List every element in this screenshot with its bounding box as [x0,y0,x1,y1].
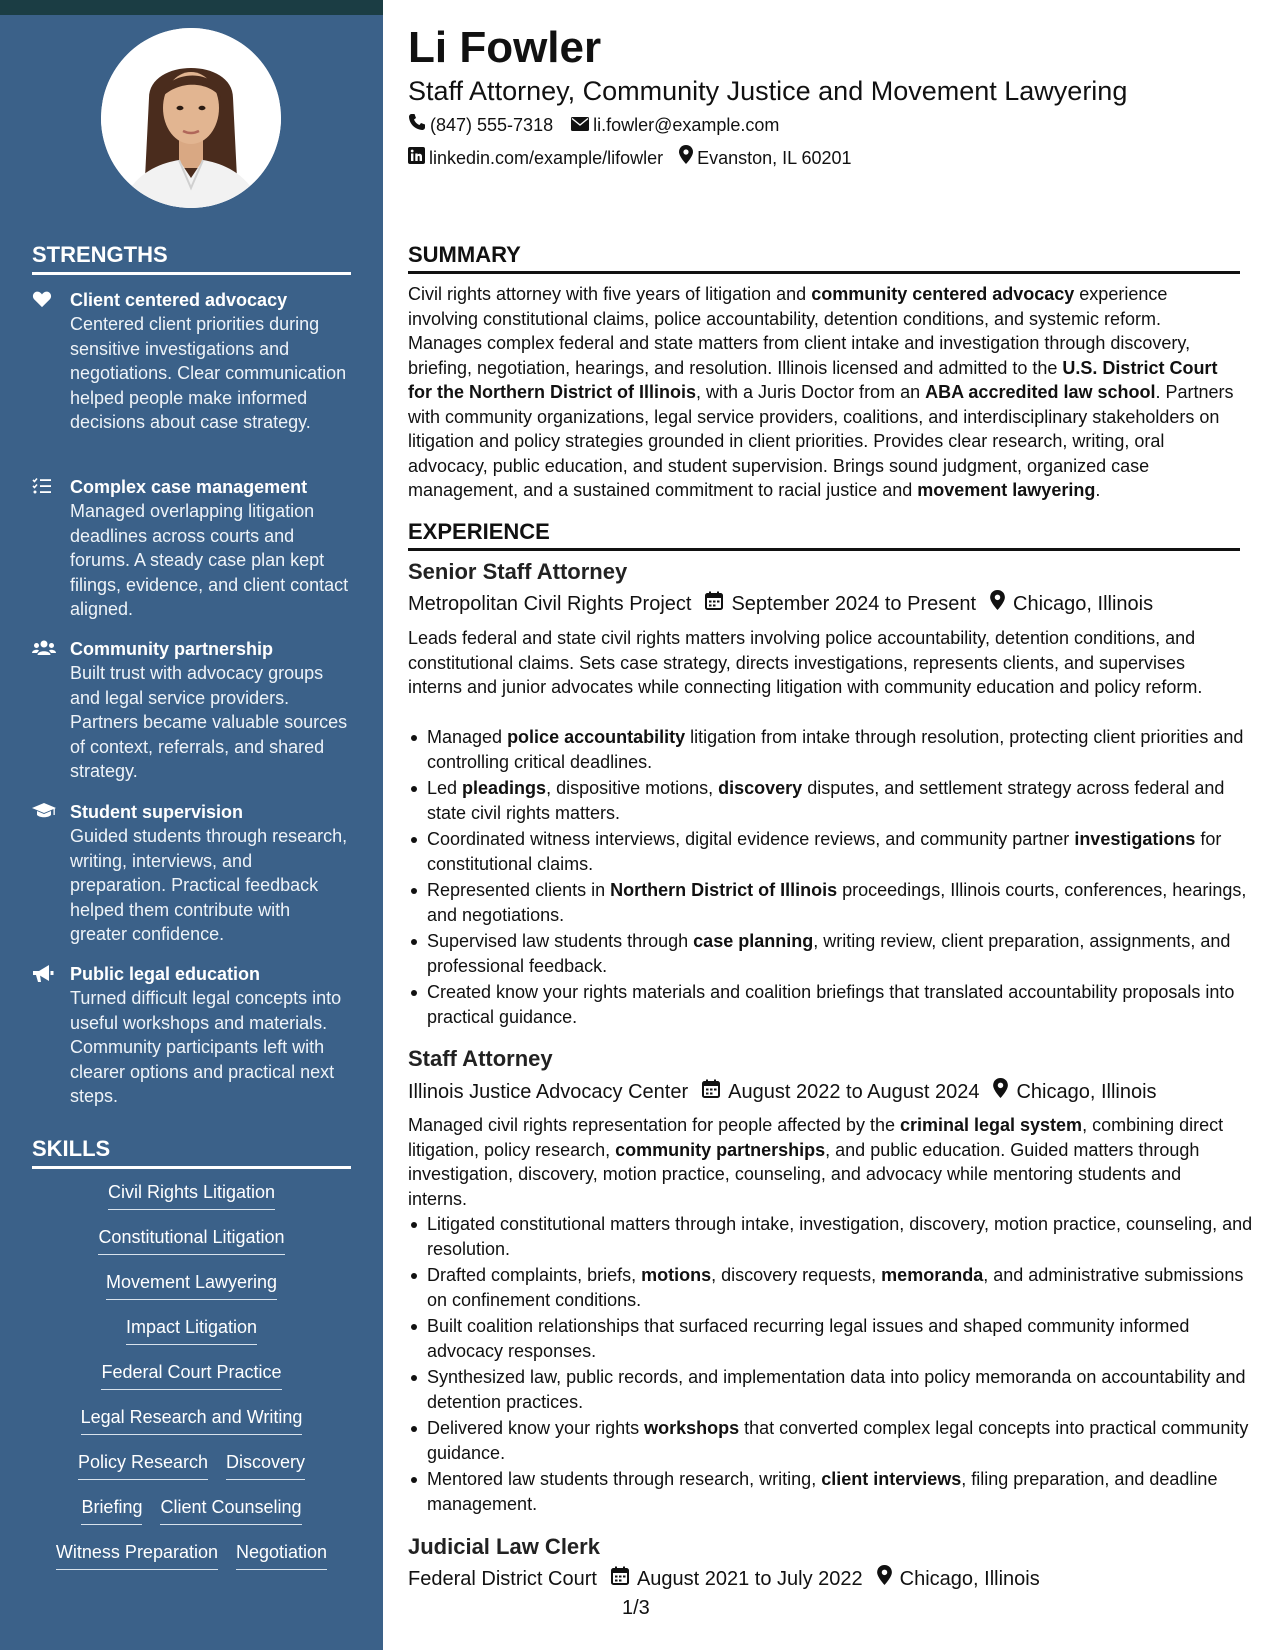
summary-text: Civil rights attorney with five years of litigation and community centered advocacy experience involving constitutional claims, police accountability, detention conditions, and systemic reform. Manages complex federal and state matters from client intake and investigation through discovery, briefing, negotiation, hearings, and resolution. Illinois licensed and admitted to the U.S. District Court for the Northern District of Illinois, with a Juris Doctor from an ABA accredited law school. Partners with community organizations, legal service providers, coalitions, and interdisciplinary stakeholders on litigation and policy strategies grounded in client priorities. Provides clear research, writing, oral advocacy, public education, and student supervision. Brings sound judgment, organized case management, and a sustained commitment to racial justice and movement lawyering. [408,284,1234,500]
job-dates: August 2021 to July 2022 [636,1567,863,1590]
skill-tag: Discovery [226,1450,305,1480]
experience-heading: EXPERIENCE [408,519,1240,551]
job-meta [408,1565,1040,1592]
job-bullets [408,1212,1259,1518]
list-item: Led pleadings, dispositive motions, discovery disputes, and settlement strategy across federal and state civil rights matters. [427,776,1259,825]
graduation-cap-icon [32,802,56,822]
phone-number[interactable]: (847) 555-7318 [430,115,554,135]
calendar-icon [705,591,731,617]
job-meta [408,1078,1157,1105]
skill-tag: Briefing [81,1495,142,1525]
strength-description: Managed overlapping litigation deadlines across courts and forums. A steady case plan kept filings, evidence, and client contact aligned. [70,501,349,619]
job-organization: Illinois Justice Advocacy Center [408,1080,689,1103]
skill-tag: Legal Research and Writing [81,1405,303,1435]
strength-item [32,800,352,947]
job-description: Managed civil rights representation for people affected by the criminal legal system, combining direct litigation, policy research, community partnerships, and public education. Guided matters through investigation, discovery, motion practice, counseling, and advocacy while mentoring students and interns. [408,1115,1224,1209]
skill-tag: Policy Research [78,1450,208,1480]
job-description: Leads federal and state civil rights matters involving police accountability, detention conditions, and constitutional claims. Sets case strategy, directs investigations, represents clients, and supervises interns and junior advocates while connecting litigation with community education and policy reform. [408,628,1203,697]
list-item: Coordinated witness interviews, digital evidence reviews, and community partner investigations for constitutional claims. [427,827,1259,876]
location-icon [877,1565,900,1592]
job-meta [408,590,1153,617]
strength-description: Built trust with advocacy groups and legal service providers. Partners became valuable sources of context, referrals, and shared strategy. [70,663,348,781]
job-title: Judicial Law Clerk [408,1534,600,1559]
candidate-name: Li Fowler [408,23,602,72]
linkedin-url[interactable]: linkedin.com/example/lifowler [429,147,664,168]
strength-title: Student supervision [70,802,244,822]
email-icon [571,113,593,137]
location-icon [990,590,1013,617]
page-number: 1/3 [622,1597,650,1619]
heart-icon [32,290,56,310]
calendar-icon [702,1079,728,1105]
strength-item [32,475,352,622]
skill-tag: Negotiation [236,1540,327,1570]
job-dates: September 2024 to Present [731,592,977,615]
strengths-heading: STRENGTHS [32,242,351,275]
megaphone-icon [32,964,56,984]
list-item: Synthesized law, public records, and implementation data into policy memoranda on accountability and detention practices. [427,1365,1259,1414]
skill-tag: Impact Litigation [126,1315,257,1345]
skill-tag: Client Counseling [160,1495,301,1525]
job-title: Senior Staff Attorney [408,559,628,584]
job-organization: Federal District Court [408,1567,597,1590]
strength-description: Centered client priorities during sensitive investigations and negotiations. Clear communication helped people make informed decisions about case strategy. [70,314,347,432]
strength-title: Community partnership [70,639,274,659]
phone-icon [408,113,430,137]
location-icon [993,1078,1016,1105]
location-icon [679,145,697,170]
job-title: Staff Attorney [408,1046,553,1071]
strength-title: Client centered advocacy [70,290,288,310]
skills-heading: SKILLS [32,1136,351,1169]
skill-tag: Federal Court Practice [101,1360,281,1390]
list-item: Drafted complaints, briefs, motions, discovery requests, memoranda, and administrative submissions on confinement conditions. [427,1263,1259,1312]
sidebar-top-bar [0,0,383,15]
list-item: Mentored law students through research, writing, client interviews, filing preparation, and deadline management. [427,1467,1259,1516]
skill-tag: Witness Preparation [56,1540,218,1570]
list-item: Managed police accountability litigation from intake through resolution, protecting client priorities and controlling critical deadlines. [427,725,1259,774]
list-item: Represented clients in Northern District of Illinois proceedings, Illinois courts, conferences, hearings, and negotiations. [427,878,1259,927]
location-text: Evanston, IL 60201 [697,147,852,168]
list-item: Delivered know your rights workshops that converted complex legal concepts into practical community guidance. [427,1416,1259,1465]
calendar-icon [611,1566,637,1592]
candidate-title: Staff Attorney, Community Justice and Movement Lawyering [408,76,1128,106]
profile-photo [101,28,281,208]
skill-tag: Movement Lawyering [106,1270,277,1300]
list-item: Created know your rights materials and coalition briefings that translated accountability proposals into practical guidance. [427,980,1259,1029]
email-address[interactable]: li.fowler@example.com [593,115,780,135]
strength-description: Guided students through research, writing, interviews, and preparation. Practical feedback helped them contribute with greater confidence. [70,826,348,944]
job-bullets [408,725,1259,1031]
list-item: Supervised law students through case planning, writing review, client preparation, assignments, and professional feedback. [427,929,1259,978]
contact-row [408,113,779,137]
strength-item [32,288,352,435]
strength-title: Complex case management [70,477,308,497]
strength-title: Public legal education [70,964,261,984]
strength-description: Turned difficult legal concepts into useful workshops and materials. Community participants left with clearer options and practical next steps. [70,988,342,1106]
skill-tag: Constitutional Litigation [98,1225,284,1255]
list-item: Built coalition relationships that surfaced recurring legal issues and shaped community informed advocacy responses. [427,1314,1259,1363]
skills-list [32,1180,351,1585]
linkedin-icon [408,146,429,170]
skill-tag: Civil Rights Litigation [108,1180,275,1210]
sidebar [0,0,383,1650]
job-location: Chicago, Illinois [1013,592,1154,615]
list-item: Litigated constitutional matters through intake, investigation, discovery, motion practice, counseling, and resolution. [427,1212,1259,1261]
users-icon [32,639,56,659]
job-organization: Metropolitan Civil Rights Project [408,592,692,615]
checklist-icon [32,477,56,497]
job-location: Chicago, Illinois [899,1567,1040,1590]
summary-heading: SUMMARY [408,242,1240,274]
contact-row [408,145,852,170]
strength-item [32,637,352,784]
strength-item [32,962,352,1109]
job-location: Chicago, Illinois [1016,1080,1157,1103]
job-dates: August 2022 to August 2024 [728,1080,980,1103]
